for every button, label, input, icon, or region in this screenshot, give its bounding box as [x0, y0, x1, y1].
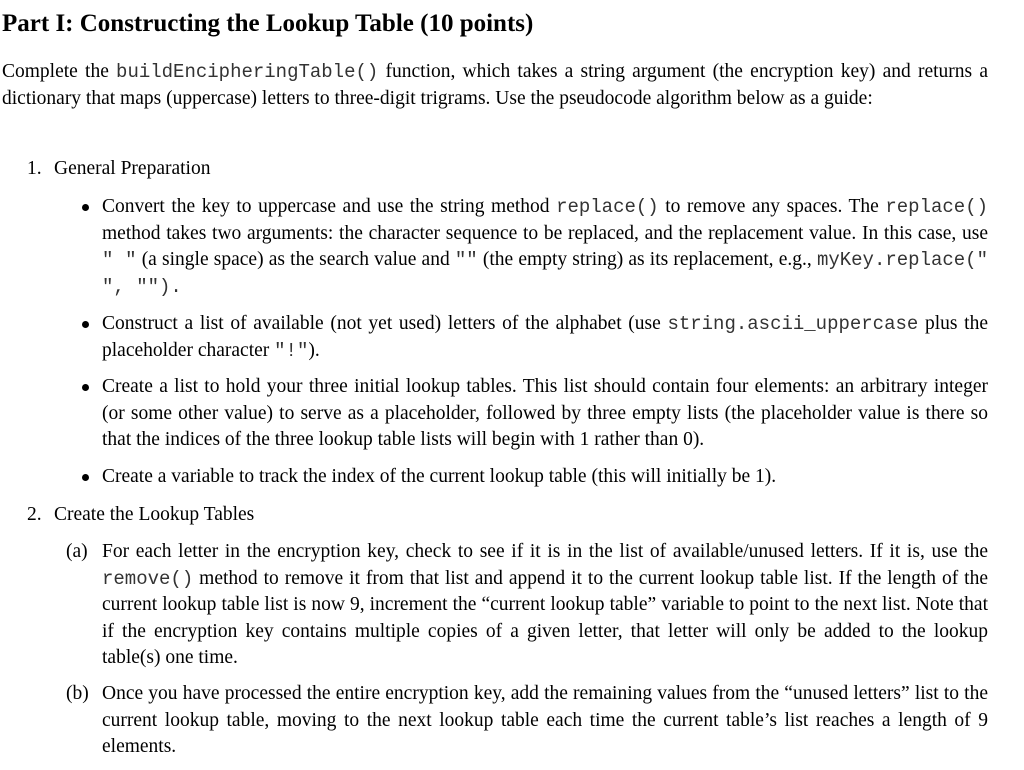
inline-code: replace() — [885, 196, 988, 218]
step-1-heading — [27, 156, 210, 183]
bullet-text: Convert the key to uppercase and use the string method — [102, 196, 557, 217]
intro-text-1: Complete the — [2, 61, 117, 82]
bullet-text: Construct a list of available (not yet used) letters of the alphabet (use — [102, 313, 668, 334]
function-name-code: buildEncipheringTable() — [116, 61, 379, 83]
inline-code: remove() — [102, 567, 194, 590]
inline-code: replace() — [556, 196, 659, 218]
sub-item-text: For each letter in the encryption key, check to see if it is in the list of available/unused letters. If it is, use the — [102, 541, 988, 562]
sub-item-text: Once you have processed the entire encryption key, add the remaining values from the “unused letters” list to the current lookup table, moving to the next lookup table each time the current table’s list reaches a length of 9 elements. — [102, 683, 988, 757]
sub-item-label-a: (a) — [66, 541, 88, 562]
inline-code: string.ascii_uppercase — [667, 313, 919, 335]
bullet-item-convert-key — [102, 194, 988, 300]
step-2-heading — [27, 502, 254, 529]
sub-item-a — [102, 539, 988, 672]
bullet-text: plus the placeholder character — [102, 313, 988, 361]
intro-paragraph — [2, 59, 988, 112]
sub-item-label-b: (b) — [66, 683, 89, 704]
inline-code: "!" — [274, 339, 309, 362]
bullet-text: (the empty string) as its replacement, e.g., — [477, 249, 817, 270]
inline-code: "" — [454, 249, 478, 271]
inline-code: " " — [102, 249, 137, 271]
step-2-number: 2. — [27, 504, 42, 525]
sub-item-text: method to remove it from that list and append it to the current lookup table list. If the length of the current lookup table list is now 9, increment the “current lookup table” variable to point to the next list. Note that if the encryption key contains multiple copies of a given letter, that letter will only be added to the lookup table(s) one time. — [102, 567, 988, 668]
bullet-item-available-letters — [102, 311, 988, 364]
bullet-item-lookup-list — [102, 374, 988, 454]
part-title: Part I: Constructing the Lookup Table (10 points) — [2, 10, 534, 37]
inline-code: myKey.replace(" ", ""). — [102, 249, 988, 298]
step-1-title: General Preparation — [54, 158, 211, 179]
step-2-title: Create the Lookup Tables — [54, 504, 255, 525]
bullet-text: to remove any spaces. The — [658, 196, 886, 217]
sub-item-b — [102, 681, 988, 761]
bullet-text: ). — [308, 339, 320, 361]
intro-text-2: function, which takes a string argument (the encryption key) and returns a dictionary that maps (uppercase) letters to three-digit trigrams. Use the pseudocode algorithm below as a guide: — [2, 61, 988, 109]
bullet-text: Create a list to hold your three initial lookup tables. This list should contain four elements: an arbitrary integer (or some other value) to serve as a placeholder, followed by three empty lists (the placeholder value is there so that the indices of the three lookup table lists will begin with 1 rather than 0). — [102, 376, 988, 450]
bullet-item-index-variable — [102, 464, 988, 491]
bullet-text: (a single space) as the search value and — [136, 249, 455, 270]
step-1-number: 1. — [27, 158, 42, 179]
bullet-text: method takes two arguments: the character sequence to be replaced, and the replacement value. In this case, use — [102, 222, 988, 244]
bullet-text: Create a variable to track the index of the current lookup table (this will initially be 1). — [102, 466, 777, 487]
